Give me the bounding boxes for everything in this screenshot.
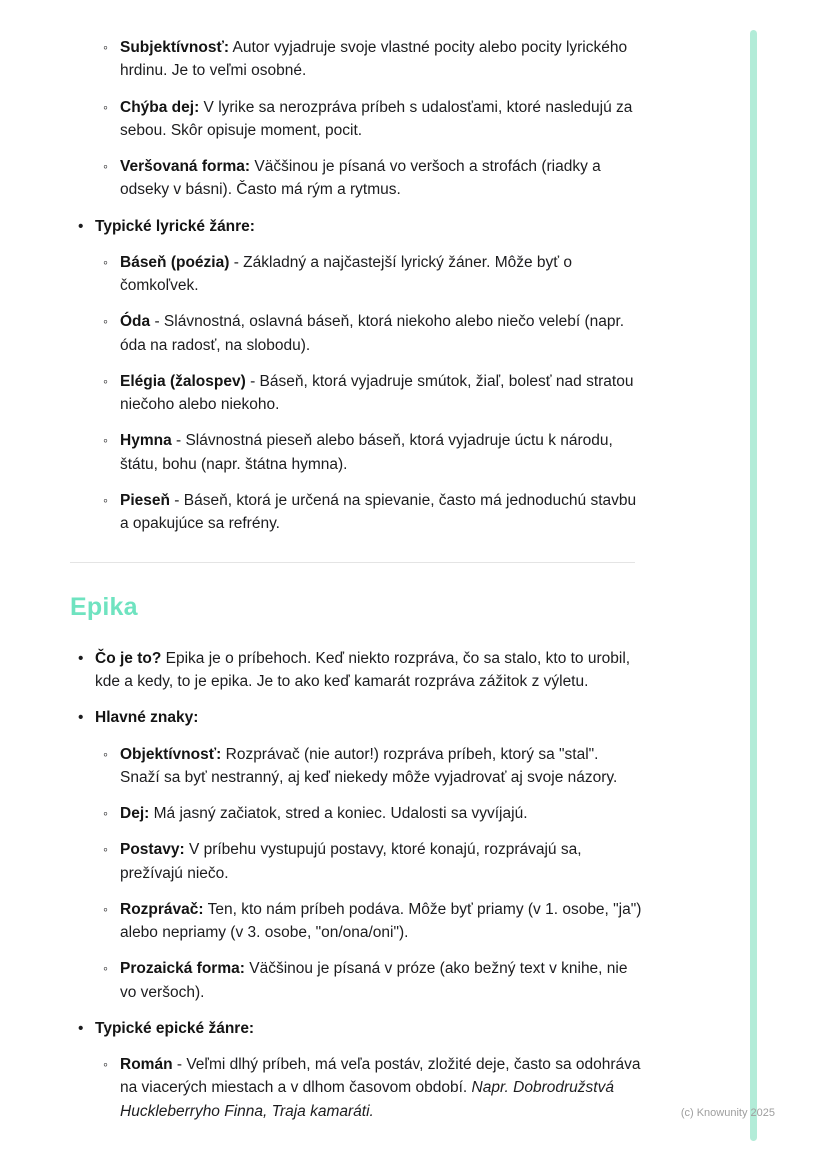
epika-genres-list (70, 1053, 642, 1123)
item-example-text: Napr. Dobrodružstvá Huckleberryho Finna, Traja kamaráti. (120, 1079, 614, 1120)
epika-genres-label-list (70, 1017, 642, 1040)
list-item (70, 1053, 642, 1123)
section-heading-epika: Epika (70, 593, 138, 622)
item-text: - Veľmi dlhý príbeh, má veľa postáv, zložité deje, často sa odohráva na viacerých miestach a v dlhom časovom období. (120, 1056, 641, 1097)
circle-bullet-icon: ◦ (103, 98, 108, 115)
circle-bullet-icon: ◦ (103, 805, 108, 821)
document-page (70, 36, 642, 1136)
circle-bullet-icon: ◦ (103, 432, 108, 449)
term-label: Veršovaná forma: (120, 158, 251, 175)
item-text: - Báseň, ktorá je určená na spievanie, často má jednoduchú stavbu a opakujúce sa refrény. (120, 491, 637, 532)
list-item (70, 489, 642, 536)
list-item (70, 215, 642, 238)
term-label: Dej: (120, 805, 150, 822)
item-text: V príbehu vystupujú postavy, ktoré konajú, rozprávajú sa, prežívajú niečo. (120, 841, 582, 882)
list-item-body (120, 251, 642, 298)
lyrika-features-list (70, 36, 642, 202)
list-item-body (120, 838, 642, 885)
list-item-body (95, 215, 642, 238)
scrollbar-thumb[interactable] (750, 30, 757, 1141)
term-label: Prozaická forma: (120, 960, 245, 978)
list-item (70, 898, 642, 945)
term-label: Objektívnosť: (120, 745, 222, 763)
term-label: Chýba dej: (120, 98, 200, 116)
item-text: Rozprávač (nie autor!) rozpráva príbeh, ktorý sa "stal". Snaží sa byť nestranný, aj keď niekedy môže vyjadrovať aj svoje názory. (120, 745, 618, 786)
circle-bullet-icon: ◦ (103, 491, 108, 508)
list-item (70, 838, 642, 885)
circle-bullet-icon: ◦ (103, 1056, 108, 1072)
epika-intro-list (70, 647, 642, 730)
section-divider (70, 562, 635, 563)
list-item (70, 370, 642, 417)
circle-bullet-icon: ◦ (103, 900, 108, 917)
term-label: Hlavné znaky: (95, 709, 199, 727)
list-item-body (120, 743, 642, 790)
item-text: Väčšinou je písaná v próze (ako bežný text v knihe, nie vo veršoch). (120, 960, 628, 1001)
term-label: Postavy: (120, 841, 185, 859)
term-label: Čo je to? (95, 649, 162, 667)
circle-bullet-icon: ◦ (103, 960, 108, 977)
item-text: - Slávnostná pieseň alebo báseň, ktorá vyjadruje úctu k národu, štátu, bohu (napr. štátna hymna). (120, 432, 613, 473)
list-item (70, 647, 642, 694)
list-item-body (120, 96, 642, 143)
list-item (70, 155, 642, 202)
term-label: Hymna (120, 432, 172, 450)
list-item-body (120, 429, 642, 476)
term-label: Elégia (žalospev) (120, 372, 246, 390)
list-item (70, 36, 642, 83)
term-label: Typické lyrické žánre: (95, 217, 255, 235)
list-item (70, 802, 642, 825)
circle-bullet-icon: ◦ (103, 253, 108, 270)
list-item (70, 957, 642, 1004)
list-item (70, 96, 642, 143)
term-label: Óda (120, 313, 151, 331)
epika-features-list (70, 743, 642, 1004)
circle-bullet-icon: ◦ (103, 39, 108, 55)
term-label: Román (120, 1056, 173, 1073)
circle-bullet-icon: ◦ (103, 372, 108, 389)
list-item-body (120, 898, 642, 945)
list-item-body (120, 802, 642, 825)
bullet-icon: • (78, 649, 84, 667)
term-label: Rozprávač: (120, 900, 204, 918)
circle-bullet-icon: ◦ (103, 313, 108, 330)
item-text: Epika je o príbehoch. Keď niekto rozpráva, čo sa stalo, kto to urobil, kde a kedy, to je epika. Je to ako keď kamarát rozpráva zážitok z výletu. (95, 649, 631, 690)
lyrika-genres-list (70, 251, 642, 536)
item-text: V lyrike sa nerozpráva príbeh s udalosťami, ktoré nasledujú za sebou. Skôr opisuje moment, pocit. (120, 98, 633, 139)
bullet-icon: • (78, 217, 84, 235)
list-item-body (120, 1053, 642, 1123)
term-label: Subjektívnosť: (120, 39, 230, 56)
list-item (70, 743, 642, 790)
list-item-body (95, 706, 642, 729)
bullet-icon: • (78, 709, 84, 727)
item-text: Väčšinou je písaná vo veršoch a strofách (riadky a odseky v básni). Často má rým a rytmus. (120, 158, 601, 199)
term-label: Pieseň (120, 491, 170, 509)
list-item-body (120, 489, 642, 536)
circle-bullet-icon: ◦ (103, 745, 108, 762)
list-item-body (120, 957, 642, 1004)
circle-bullet-icon: ◦ (103, 841, 108, 858)
copyright-notice: (c) Knowunity 2025 (680, 1107, 775, 1119)
item-text: Autor vyjadruje svoje vlastné pocity alebo pocity lyrického hrdinu. Je to veľmi osobné. (120, 39, 628, 80)
item-text: Ten, kto nám príbeh podáva. Môže byť priamy (v 1. osobe, "ja") alebo nepriamy (v 3. osobe, "on/ona/oni"). (120, 900, 642, 941)
list-item-body (95, 1017, 642, 1040)
term-label: Typické epické žánre: (95, 1019, 255, 1037)
lyrika-genres-label-list (70, 215, 642, 238)
list-item-body (120, 310, 642, 357)
list-item (70, 251, 642, 298)
list-item (70, 706, 642, 729)
list-item-body (120, 155, 642, 202)
list-item (70, 1017, 642, 1040)
list-item-body (120, 36, 642, 83)
list-item-body (95, 647, 642, 694)
list-item (70, 310, 642, 357)
item-text: - Základný a najčastejší lyrický žáner. Môže byť o čomkoľvek. (120, 253, 573, 294)
item-text: - Slávnostná, oslavná báseň, ktorá niekoho alebo niečo velebí (napr. óda na radosť, na slobodu). (120, 313, 625, 354)
item-text: Má jasný začiatok, stred a koniec. Udalosti sa vyvíjajú. (153, 805, 528, 822)
term-label: Báseň (poézia) (120, 253, 230, 271)
circle-bullet-icon: ◦ (103, 158, 108, 174)
list-item-body (120, 370, 642, 417)
list-item (70, 429, 642, 476)
item-text: - Báseň, ktorá vyjadruje smútok, žiaľ, bolesť nad stratou niečoho alebo niekoho. (120, 372, 634, 413)
bullet-icon: • (78, 1019, 84, 1037)
